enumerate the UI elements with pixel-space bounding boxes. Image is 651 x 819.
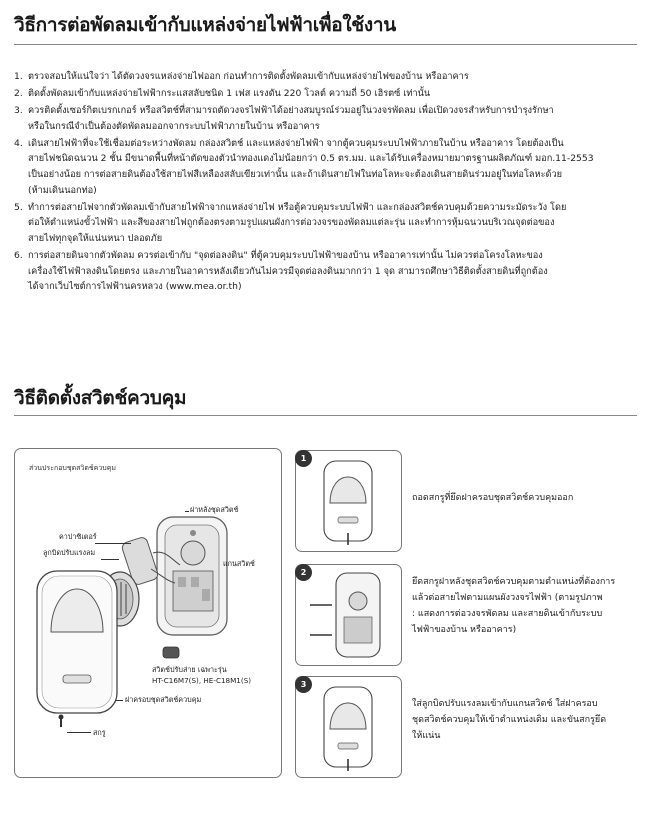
step-line: แล้วต่อสายไฟตามแผนผังวงจรไฟฟ้า (ตามรูปภาพ <box>412 593 603 603</box>
leader-line <box>115 700 123 701</box>
step-line: ใส่ลูกบิดปรับแรงลมเข้ากับแกนสวิตช์ ใส่ฝาครอบ <box>412 699 598 709</box>
step-line: ถอดสกรูที่ยึดฝาครอบชุดสวิตช์ควบคุมออก <box>412 493 574 503</box>
switch-front-illustration <box>296 451 401 551</box>
install-step-3-text <box>412 696 632 744</box>
section-title-connection: วิธีการต่อพัดลมเข้ากับแหล่งจ่ายไฟฟ้าเพื่อใช้งาน <box>14 14 396 36</box>
front-cover-drawing <box>37 571 117 713</box>
step-line: ตรวจสอบให้แน่ใจว่า ได้ตัดวงจรแหล่งจ่ายไฟออก ก่อนทำการติดตั้งพัดลมเข้ากับแหล่งจ่ายไฟของบ้าน หรืออาคาร <box>28 71 469 82</box>
knob-label: ลูกบิดปรับแรงลม <box>43 548 96 557</box>
step-badge: 3 <box>295 676 312 693</box>
step-line: ติดตั้งพัดลมเข้ากับแหล่งจ่ายไฟฟ้ากระแสสลับชนิด 1 เฟส แรงดัน 220 โวลต์ ความถี่ 50 เฮิรตซ์ เท่านั้น <box>28 88 431 100</box>
list-item <box>14 86 630 102</box>
shaft-label: แกนสวิตช์ <box>223 559 255 568</box>
list-item <box>14 200 630 247</box>
step-number: 6. <box>14 250 23 262</box>
parts-panel-title: ส่วนประกอบชุดสวิตช์ควบคุม <box>29 464 116 472</box>
section-title-switch-install: วิธีติดตั้งสวิตช์ควบคุม <box>14 387 187 409</box>
step-line: การต่อสายดินจากตัวพัดลม ควรต่อเข้ากับ "จุดต่อลงดิน" ที่ตู้ควบคุมระบบไฟฟ้าของบ้าน หรืออาคารเท่านั้น ไม่ควรต่อโครงโลหะของ <box>28 250 543 262</box>
step-line: สายไฟทุกจุดให้แน่นหนา ปลอดภัย <box>28 232 163 244</box>
install-step-2-figure <box>295 564 402 666</box>
step-badge: 2 <box>295 564 312 581</box>
step-line: ยึดสกรูฝาหลังชุดสวิตช์ควบคุมตามตำแหน่งที่ต้องการ <box>412 577 616 587</box>
screw-label: สกรู <box>93 728 106 737</box>
list-item <box>14 136 630 198</box>
step-line: (ห้ามเดินนอกท่อ) <box>28 184 97 196</box>
install-step-1-text <box>412 490 632 506</box>
step-badge: 1 <box>295 450 312 467</box>
step-line: : แสดงการต่อวงจรพัดลม และสายดินเข้ากับระบบ <box>412 609 603 619</box>
list-item <box>14 103 630 134</box>
front-cover-label: ฝาครอบชุดสวิตช์ควบคุม <box>125 695 202 704</box>
step-line: เดินสายไฟฟ้าที่จะใช้เชื่อมต่อระหว่างพัดลม กล่องสวิตช์ และแหล่งจ่ายไฟฟ้า จากตู้ควบคุมระบบไฟฟ้าภายในบ้าน หรืออาคาร โดยต้องเป็น <box>28 137 564 149</box>
install-step-1-figure <box>295 450 402 552</box>
step-line: สายไฟชนิดฉนวน 2 ชั้น มีขนาดพื้นที่หน้าตัดของตัวนำทองแดงไม่น้อยกว่า 0.5 ตร.มม. และได้รับเครื่องหมายมาตรฐานผลิตภัณฑ์ มอก.11-2553 <box>28 153 594 165</box>
step-line: หรือในกรณีจำเป็นต้องตัดพัดลมออกจากระบบไฟฟ้าภายในบ้าน หรืออาคาร <box>28 120 320 132</box>
screw-drawing <box>59 715 64 728</box>
step-line: ชุดสวิตช์ควบคุมให้เข้าตำแหน่งเดิม และขันสกรูยึด <box>412 715 607 725</box>
step-line: ต่อให้ตำแหน่งขั้วไฟฟ้า และสีของสายไฟถูกต้องตรงตามรูปแผนผังการต่อวงจรของพัดลมแต่ละรุ่น และทำการหุ้มฉนวนบริเวณจุดต่อของ <box>28 217 555 229</box>
install-step-2-text <box>412 574 632 638</box>
oscillation-switch-label-line1: สวิตช์ปรับส่าย เฉพาะรุ่น <box>152 665 227 674</box>
switch-assembled-illustration <box>296 677 401 777</box>
parts-panel <box>14 448 282 778</box>
title-underline <box>14 415 637 416</box>
exploded-switch-illustration <box>15 449 281 777</box>
step-line: ให้แน่น <box>412 731 441 741</box>
step-number: 5. <box>14 201 23 213</box>
back-cover-label: ฝาหลังชุดสวิตช์ <box>190 505 239 514</box>
leader-line <box>67 732 91 733</box>
step-number: 4. <box>14 137 23 149</box>
leader-line <box>101 559 119 560</box>
step-line: เครื่องใช้ไฟฟ้าลงดินโดยตรง และภายในอาคารหลังเดียวกันไม่ควรมีจุดต่อลงดินมากกว่า 1 จุด สามารถศึกษาวิธีติดตั้งสายดินที่ถูกต้อง <box>28 265 548 277</box>
title-underline <box>14 44 637 45</box>
leader-line <box>185 511 189 512</box>
connection-steps-list <box>14 69 630 296</box>
step-line: ไฟฟ้าของบ้าน หรืออาคาร) <box>412 625 517 635</box>
step-line: ได้จากเว็บไซต์การไฟฟ้านครหลวง (www.mea.or.th) <box>28 281 242 293</box>
list-item <box>14 248 630 295</box>
step-line: ควรติดตั้งเซอร์กิตเบรกเกอร์ หรือสวิตช์ที่สามารถตัดวงจรไฟฟ้าได้อย่างสมบูรณ์ร่วมอยู่ในวงจรพัดลม เพื่อเปิดวงจรสำหรับการบำรุงรักษา <box>28 105 554 117</box>
step-line: เป็นอย่างน้อย การต่อสายดินต้องใช้สายไฟสีเหลืองสลับเขียวเท่านั้น และถ้าเดินสายไฟในท่อโลหะจะต้องเดินสายดินร่วมอยู่ในท่อโลหะด้วย <box>28 169 563 181</box>
oscillation-switch-label-line2: HT-C16M7(S), HE-C18M1(S) <box>152 676 252 685</box>
back-cover-drawing <box>157 517 227 635</box>
step-number: 2. <box>14 88 23 100</box>
step-number: 1. <box>14 71 23 82</box>
leader-line <box>95 543 131 544</box>
step-line: ทำการต่อสายไฟจากตัวพัดลมเข้ากับสายไฟฟ้าจากแหล่งจ่ายไฟ หรือตู้ควบคุมระบบไฟฟ้า และกล่องสวิตช์ควบคุมด้วยความระมัดระวัง โดย <box>28 201 567 213</box>
oscillation-switch-drawing <box>163 647 179 658</box>
install-step-3-figure <box>295 676 402 778</box>
list-item <box>14 69 630 85</box>
switch-back-illustration <box>296 565 401 665</box>
step-number: 3. <box>14 105 23 117</box>
capacitor-label: คาปาซิเตอร์ <box>59 532 97 541</box>
